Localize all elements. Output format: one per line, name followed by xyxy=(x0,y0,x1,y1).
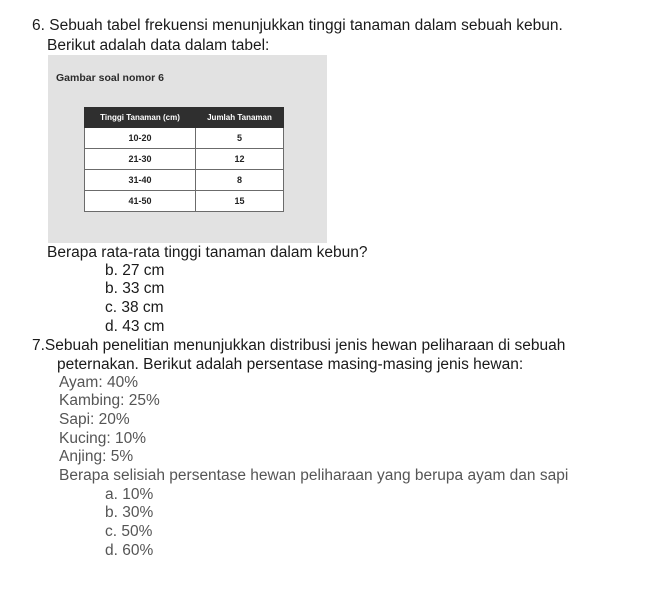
table-cell: 8 xyxy=(196,170,284,191)
frequency-table xyxy=(84,107,284,212)
q6-option-4: d. 43 cm xyxy=(105,318,165,335)
q7-item-4: Kucing: 10% xyxy=(59,430,147,447)
table-cell: 31-40 xyxy=(85,170,196,191)
q6-figure xyxy=(48,55,327,243)
table-header-cell: Tinggi Tanaman (cm) xyxy=(85,108,196,128)
q7-item-5: Anjing: 5% xyxy=(59,448,134,465)
table-cell: 12 xyxy=(196,149,284,170)
q6-question: Berapa rata-rata tinggi tanaman dalam kebun? xyxy=(47,244,368,261)
table-row xyxy=(85,170,284,191)
q6-option-1: b. 27 cm xyxy=(105,262,165,279)
q6-intro-line2: Berikut adalah data dalam tabel: xyxy=(47,37,270,54)
table-cell: 5 xyxy=(196,128,284,149)
table-header-row xyxy=(85,108,284,128)
table-cell: 41-50 xyxy=(85,191,196,212)
q7-intro-line1: 7.Sebuah penelitian menunjukkan distribusi jenis hewan peliharaan di sebuah xyxy=(32,337,566,354)
q7-item-2: Kambing: 25% xyxy=(59,392,160,409)
q7-item-1: Ayam: 40% xyxy=(59,374,138,391)
table-cell: 10-20 xyxy=(85,128,196,149)
table-cell: 21-30 xyxy=(85,149,196,170)
q7-item-3: Sapi: 20% xyxy=(59,411,130,428)
table-row xyxy=(85,128,284,149)
table-cell: 15 xyxy=(196,191,284,212)
q7-intro-line2: peternakan. Berikut adalah persentase masing-masing jenis hewan: xyxy=(57,356,524,373)
q7-option-d: d. 60% xyxy=(105,542,154,559)
q6-intro-line1: 6. Sebuah tabel frekuensi menunjukkan tinggi tanaman dalam sebuah kebun. xyxy=(32,17,563,34)
q7-option-b: b. 30% xyxy=(105,504,154,521)
q7-option-c: c. 50% xyxy=(105,523,153,540)
table-row xyxy=(85,149,284,170)
q6-option-3: c. 38 cm xyxy=(105,299,164,316)
table-row xyxy=(85,191,284,212)
q7-option-a: a. 10% xyxy=(105,486,154,503)
q6-option-2: b. 33 cm xyxy=(105,280,165,297)
figure-caption: Gambar soal nomor 6 xyxy=(56,72,164,84)
q7-question: Berapa selisiah persentase hewan peliharaan yang berupa ayam dan sapi xyxy=(59,467,569,484)
table-header-cell: Jumlah Tanaman xyxy=(196,108,284,128)
